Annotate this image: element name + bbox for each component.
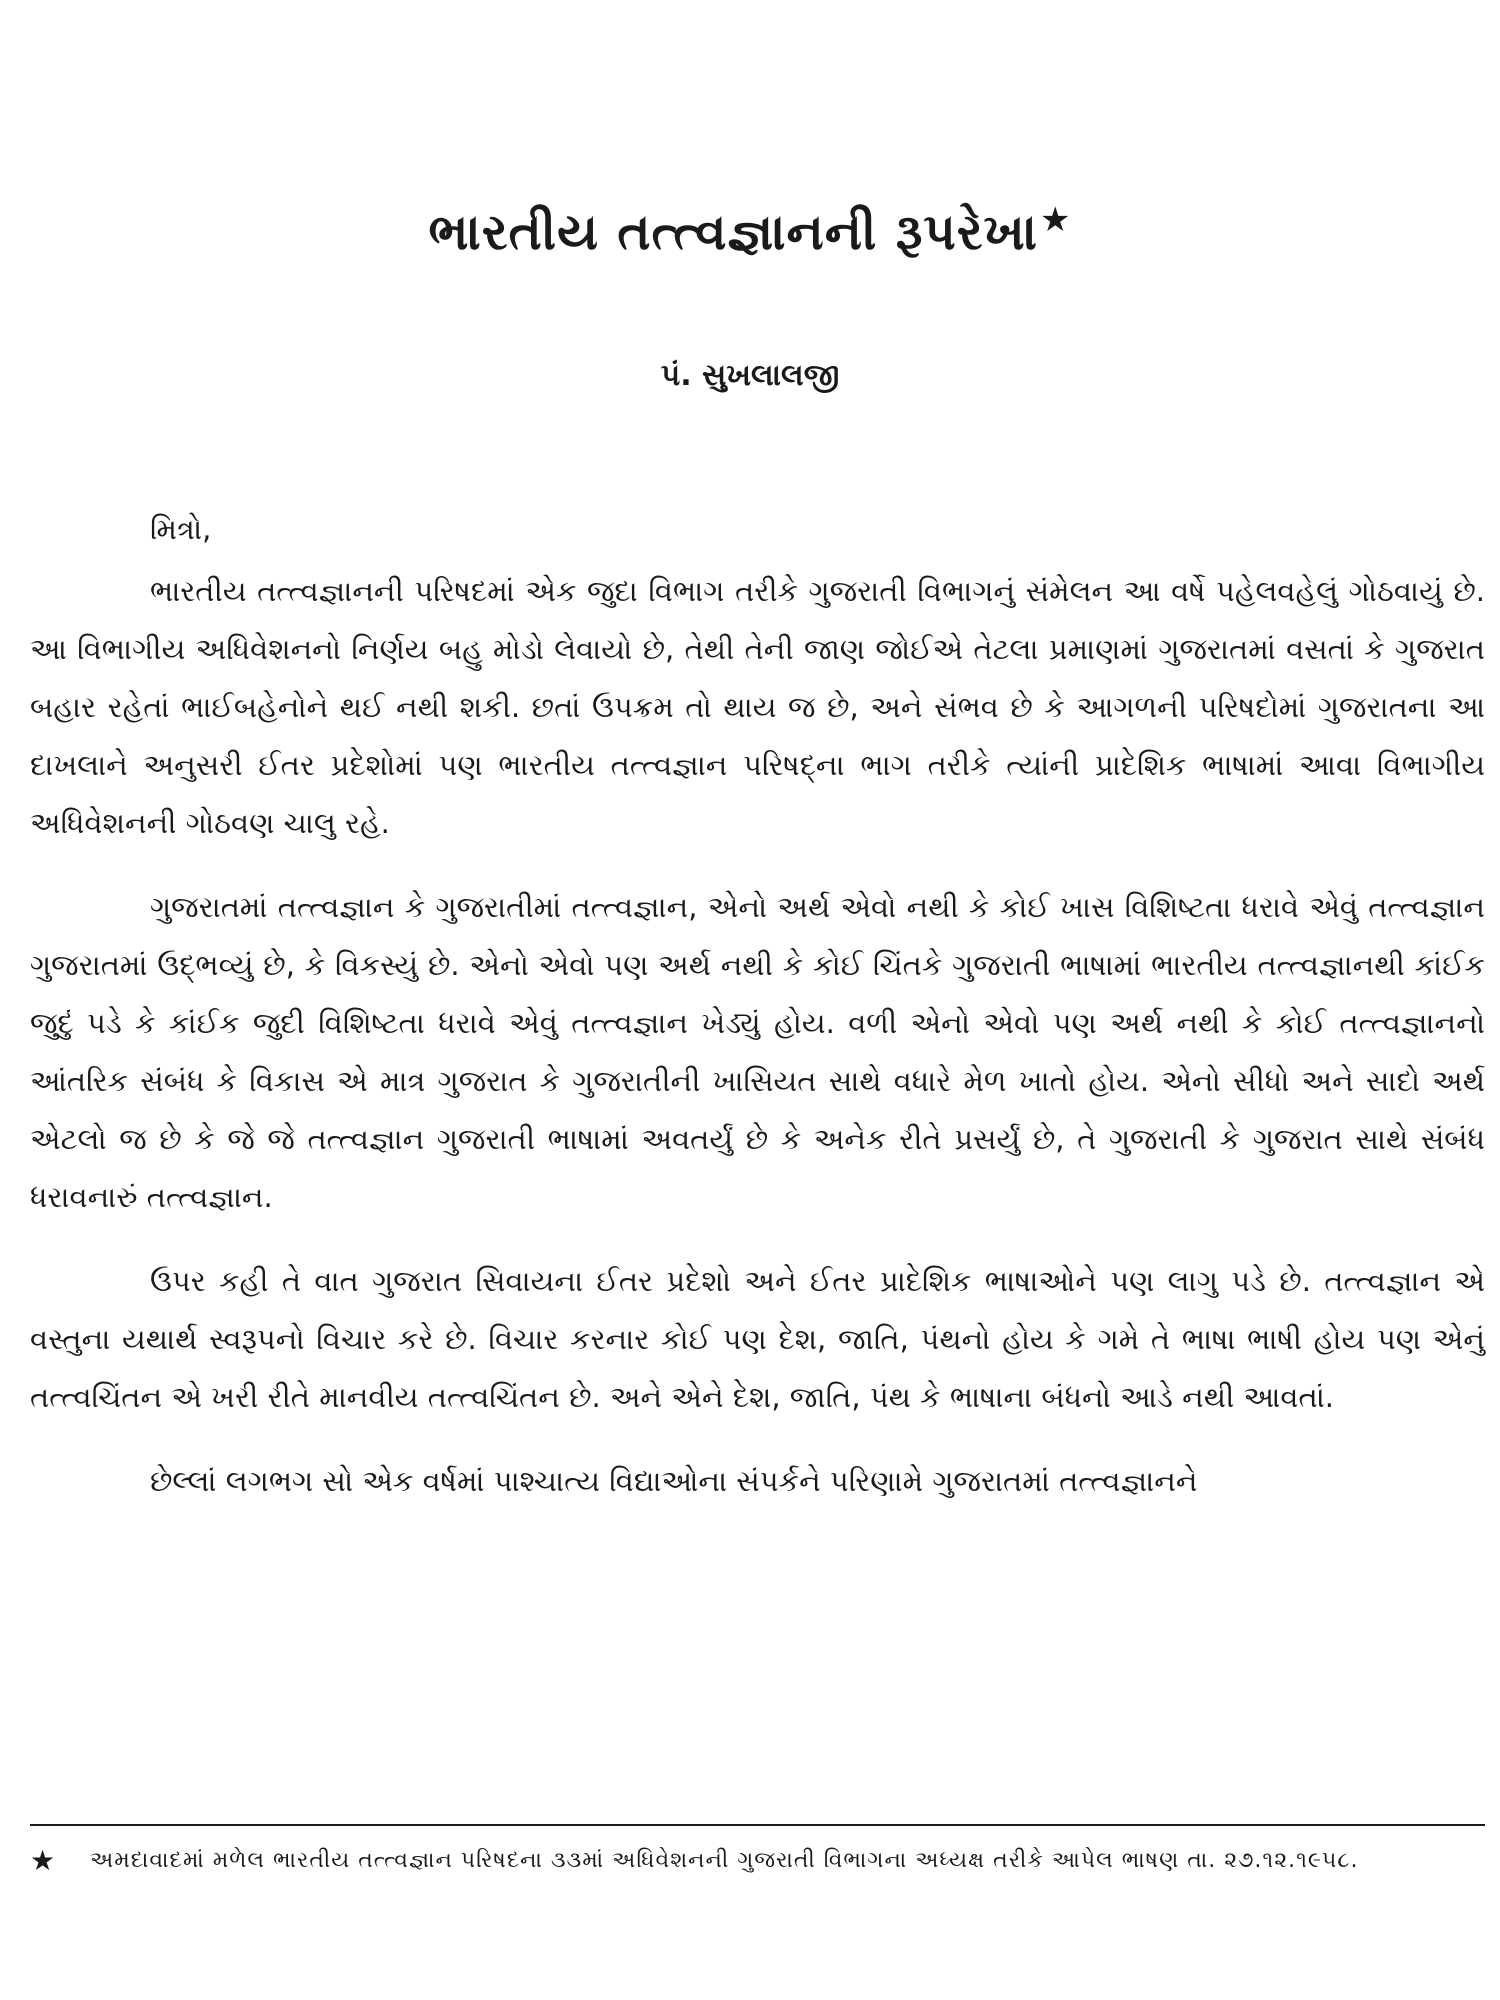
paragraph-1: ભારતીય તત્ત્વજ્ઞાનની પરિષદમાં એક જુદા વિભાગ તરીકે ગુજરાતી વિભાગનું સંમેલન આ વર્ષે પહેલવહેલું ગોઠવાયું છે. આ વિભાગીય અધિવેશનનો નિર્ણય બહુ મોડો લેવાયો છે, તેથી તેની જાણ જોઈએ તેટલા પ્રમાણમાં ગુજરાતમાં વસતાં કે ગુજરાત બહાર રહેતાં ભાઈબહેનોને થઈ નથી શકી. છતાં ઉપક્રમ તો થાય જ છે, અને સંભવ છે કે આગળની પરિષદોમાં ગુજરાતના આ દાખલાને અનુસરી ઈતર પ્રદેશોમાં પણ ભારતીય તત્ત્વજ્ઞાન પરિષદ્‌ના ભાગ તરીકે ત્યાંની પ્રાદેશિક ભાષામાં આવા વિભાગીય અધિવેશનની ગોઠવણ ચાલુ રહે. xyxy=(30,574,1485,840)
footnote-star-icon: ★ xyxy=(30,1844,57,1877)
footnote-divider xyxy=(30,1824,1485,1826)
footnote xyxy=(30,1838,1470,1884)
paragraph-2: ગુજરાતમાં તત્ત્વજ્ઞાન કે ગુજરાતીમાં તત્ત્વજ્ઞાન, એનો અર્થ એવો નથી કે કોઈ ખાસ વિશિષ્ટતા ધરાવે એવું તત્ત્વજ્ઞાન ગુજરાતમાં ઉદ્ભવ્યું છે, કે વિકસ્યું છે. એનો એવો પણ અર્થ નથી કે કોઈ ચિંતકે ગુજરાતી ભાષામાં ભારતીય તત્ત્વજ્ઞાનથી કાંઈક જુદું પડે કે કાંઈક જુદી વિશિષ્ટતા ધરાવે એવું તત્ત્વજ્ઞાન ખેડ્યું હોય. વળી એનો એવો પણ અર્થ નથી કે કોઈ તત્ત્વજ્ઞાનનો આંતરિક સંબંધ કે વિકાસ એ માત્ર ગુજરાત કે ગુજરાતીની ખાસિયત સાથે વધારે મેળ ખાતો હોય. એનો સીધો અને સાદો અર્થ એટલો જ છે કે જે જે તત્ત્વજ્ઞાન ગુજરાતી ભાષામાં અવતર્યું છે કે અનેક રીતે પ્રસર્યું છે, તે ગુજરાતી કે ગુજરાત સાથે સંબંધ ધરાવનારું તત્ત્વજ્ઞાન. xyxy=(30,890,1485,1214)
salutation: મિત્રો, xyxy=(150,512,212,546)
body-text xyxy=(30,500,1485,1510)
footnote-text: અમદાવાદમાં મળેલ ભારતીય તત્ત્વજ્ઞાન પરિષદના ૩૩માં અધિવેશનની ગુજરાતી વિભાગના અધ્યક્ષ તરીકે આપેલ ભાષણ તા. ૨૭.૧૨.૧૯૫૮. xyxy=(90,1848,1359,1873)
paragraph-4: છેલ્લાં લગભગ સો એક વર્ષમાં પાશ્ચાત્ય વિદ્યાઓના સંપર્કને પરિણામે ગુજરાતમાં તત્ત્વજ્ઞાનને xyxy=(150,1464,1198,1498)
footnote-reference-star-icon: ★ xyxy=(1039,200,1072,240)
title-text: ભારતીય તત્ત્વજ્ઞાનની રૂપરેખા xyxy=(428,203,1038,261)
author-name: પં. સુખલાલજી xyxy=(660,358,840,393)
paragraph-3: ઉપર કહી તે વાત ગુજરાત સિવાયના ઈતર પ્રદેશો અને ઈતર પ્રાદેશિક ભાષાઓને પણ લાગુ પડે છે. તત્ત્વજ્ઞાન એ વસ્તુના યથાર્થ સ્વરૂપનો વિચાર કરે છે. વિચાર કરનાર કોઈ પણ દેશ, જાતિ, પંથનો હોય કે ગમે તે ભાષા ભાષી હોય પણ એનું તત્ત્વચિંતન એ ખરી રીતે માનવીય તત્ત્વચિંતન છે. અને એને દેશ, જાતિ, પંથ કે ભાષાના બંધનો આડે નથી આવતાં. xyxy=(30,1264,1485,1414)
page-title xyxy=(0,200,1500,262)
